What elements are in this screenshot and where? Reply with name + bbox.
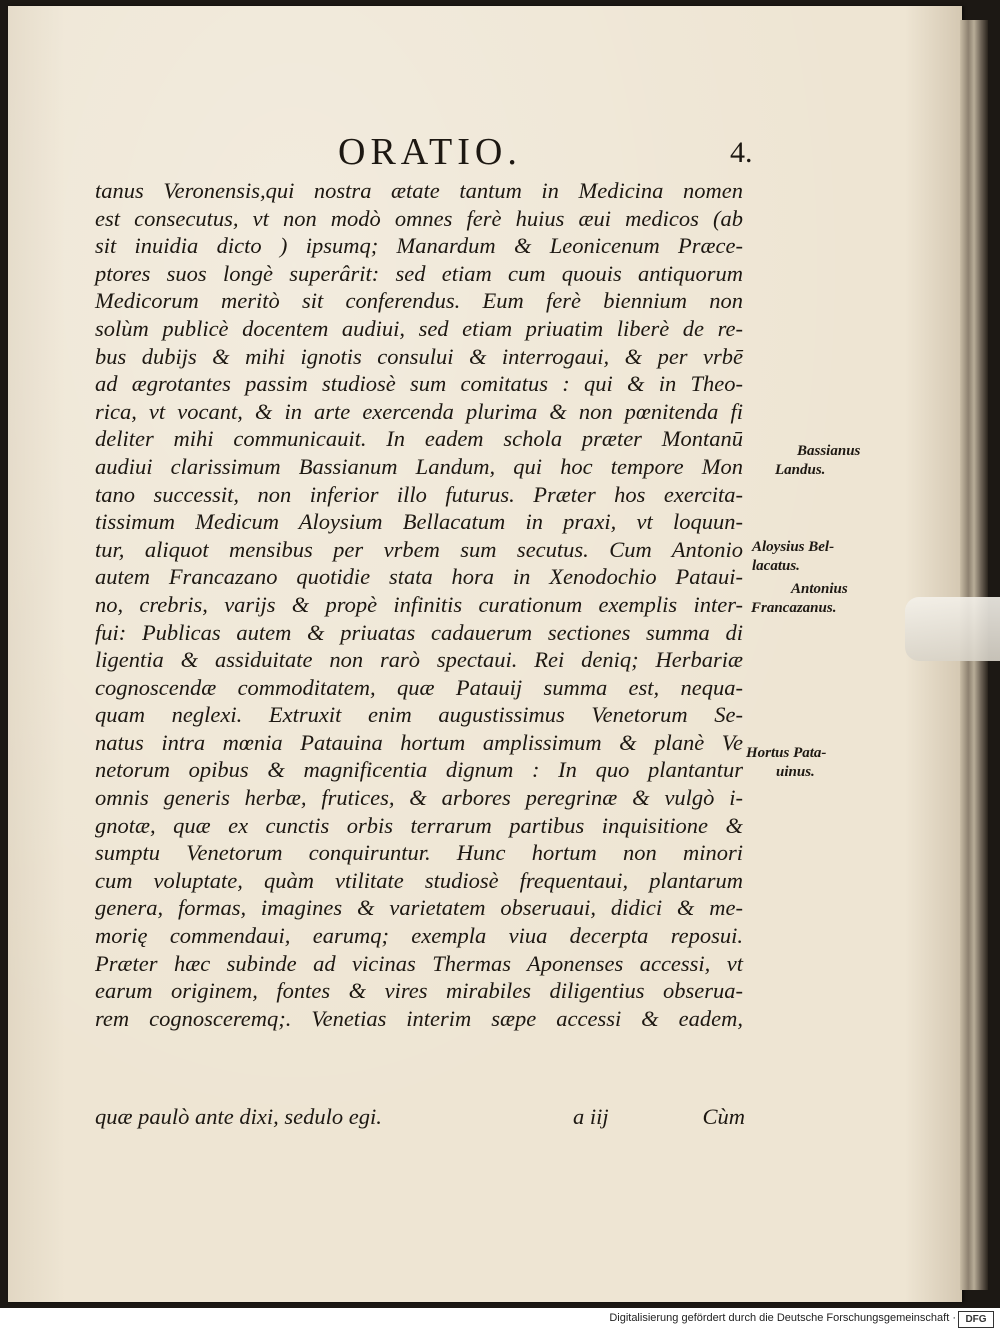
text-line: omnis generis herbæ, frutices, & arbores peregrinæ & vulgò i-	[95, 785, 743, 811]
margin-note-line: Aloysius Bel-	[752, 539, 835, 555]
book-page	[8, 6, 962, 1302]
text-line: earum originem, fontes & vires mirabiles diligentius obserua-	[95, 978, 743, 1004]
margin-note-line: Hortus Pata-	[746, 745, 827, 761]
page-bottom-line	[95, 1104, 745, 1134]
signature-mark: a iij	[573, 1104, 609, 1129]
text-line: rica, vt vocant, & in arte exercenda plurima & non pœnitenda fi	[95, 398, 743, 424]
text-line: gnotæ, quæ ex cunctis orbis terrarum partibus inquisitione &	[95, 812, 743, 838]
margin-note-line: uinus.	[776, 764, 815, 780]
last-text-line: quæ paulò ante dixi, sedulo egi.	[95, 1104, 382, 1129]
text-line: no, crebris, varijs & propè infinitis curationum exemplis inter-	[95, 591, 743, 617]
dfg-logo: DFG	[958, 1311, 994, 1328]
text-line: Præter hæc subinde ad vicinas Thermas Aponenses accessi, vt	[95, 950, 743, 976]
text-line: cognoscendæ commoditatem, quæ Patauij summa est, nequa-	[95, 674, 743, 700]
margin-note-line: Landus.	[775, 462, 826, 478]
margin-note-aloysius	[752, 538, 834, 576]
margin-note-hortus	[746, 744, 826, 782]
text-line: ad ægrotantes passim studiosè sum comitatus : qui & in Theo-	[95, 371, 743, 397]
text-line: natus intra mœnia Patauina hortum amplissimum & planè Ve	[95, 729, 743, 755]
text-line: genera, formas, imagines & varietatem obseruaui, didici & me-	[95, 895, 743, 921]
catchword: Cùm	[702, 1104, 745, 1129]
margin-note-line: Bassianus	[797, 443, 861, 459]
text-line: autem Francazano quotidie stata hora in Xenodochio Pataui-	[95, 564, 743, 590]
margin-note-bassianus	[775, 442, 860, 480]
text-line: audiui clarissimum Bassianum Landum, qui hoc tempore Mon	[95, 453, 743, 479]
footer-bar	[0, 1308, 1000, 1331]
text-line: fui: Publicas autem & priuatas cadauerum sectiones summa di	[95, 619, 743, 645]
text-line: tanus Veronensis,qui nostra ætate tantum in Medicina nomen	[95, 178, 743, 203]
text-line: solùm publicè docentem audiui, sed etiam priuatim liberè de re-	[95, 315, 743, 341]
text-line: ptores suos longè superârit: sed etiam cum quouis antiquorum	[95, 260, 743, 286]
text-line: deliter mihi communicauit. In eadem schola præter Montanū	[95, 426, 743, 452]
text-line: quam neglexi. Extruxit enim augustissimus Venetorum Se-	[95, 702, 743, 728]
bookmark-tab	[905, 597, 1000, 661]
body-text	[95, 177, 743, 1032]
funding-credit: Digitalisierung gefördert durch die Deutsche Forschungsgemeinschaft ·	[609, 1312, 956, 1324]
text-line: ligentia & assiduitate non rarò spectaui. Rei deniq; Herbariæ	[95, 647, 743, 673]
text-line: sumptu Venetorum conquiruntur. Hunc hortum non minori	[95, 840, 743, 866]
margin-note-antonius	[751, 580, 848, 618]
margin-note-line: lacatus.	[752, 558, 800, 574]
text-line: est consecutus, vt non modò omnes ferè huius æui medicos (ab	[95, 205, 743, 231]
text-line: tano successit, non inferior illo futurus. Præter hos exercita-	[95, 481, 743, 507]
text-line: sit inuidia dicto ) ipsumq; Manardum & Leonicenum Præce-	[95, 233, 743, 259]
text-line: tissimum Medicum Aloysium Bellacatum in praxi, vt loquun-	[95, 509, 743, 535]
text-line: bus dubijs & mihi ignotis consului & interrogaui, & per vrbē	[95, 343, 743, 369]
margin-note-line: Antonius	[791, 581, 848, 597]
text-line: netorum opibus & magnificentia dignum : In quo plantantur	[95, 757, 743, 783]
text-line: tur, aliquot mensibus per vrbem sum secutus. Cum Antonio	[95, 536, 743, 562]
text-line: morię commendaui, earumq; exempla viua decerpta reposui.	[95, 923, 743, 949]
text-line: Medicorum meritò sit conferendus. Eum ferè biennium non	[95, 288, 743, 314]
text-line: rem cognosceremq;. Venetias interim sæpe accessi & eadem,	[95, 1005, 743, 1031]
margin-note-line: Francazanus.	[751, 600, 837, 616]
folio-number: 4.	[730, 136, 753, 169]
text-line: cum voluptate, quàm vtilitate studiosè frequentaui, plantarum	[95, 867, 743, 893]
running-title: ORATIO.	[338, 131, 522, 173]
